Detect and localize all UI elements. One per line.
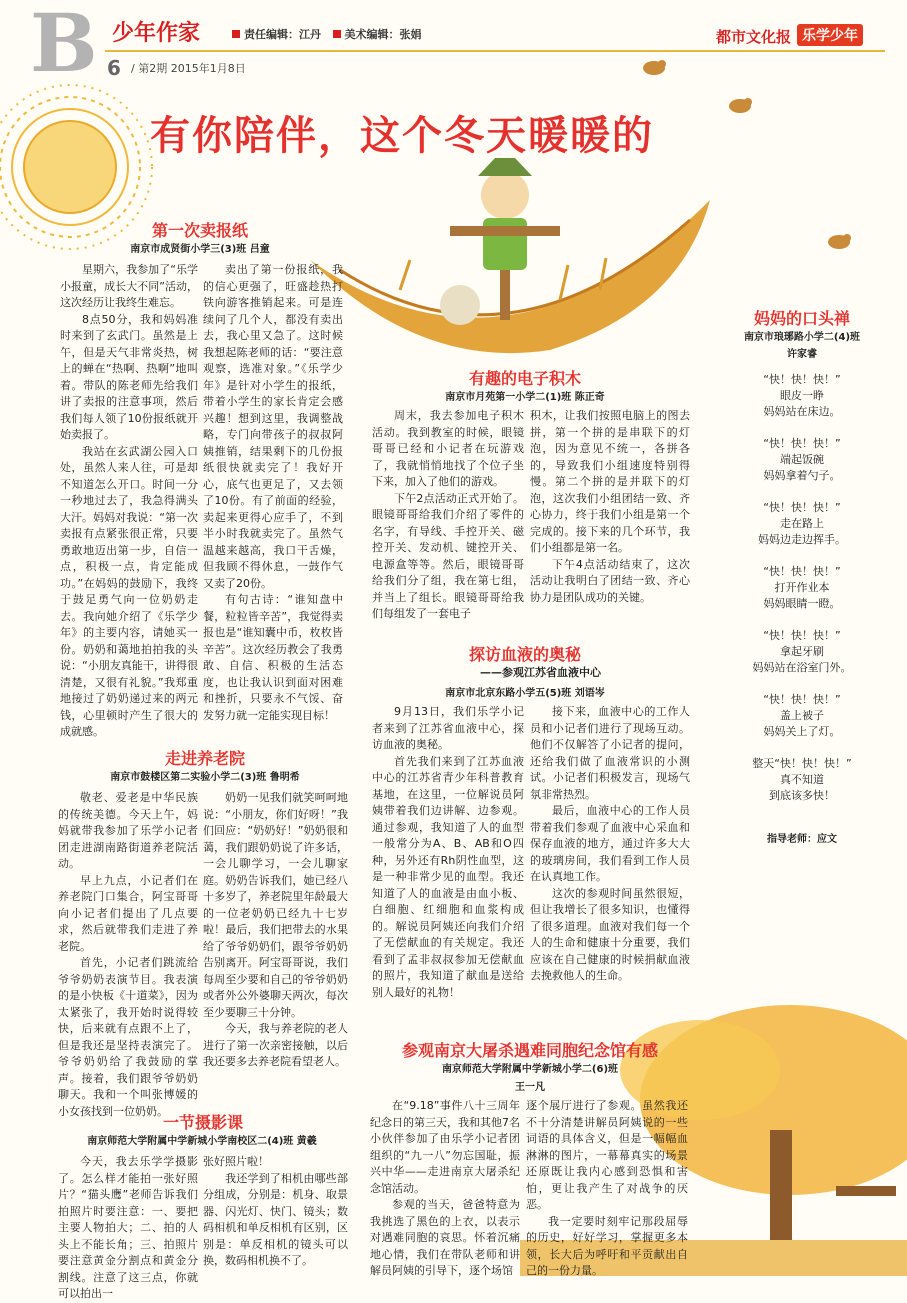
poem-line: 妈妈眼睛一瞪。 bbox=[763, 597, 841, 610]
article-body bbox=[58, 1154, 198, 1300]
article-body bbox=[203, 1154, 348, 1270]
bird-icon bbox=[640, 58, 668, 76]
article-body bbox=[372, 408, 524, 630]
article-title: 探访血液的奥秘 bbox=[468, 645, 581, 664]
poem-line: 走在路上 bbox=[780, 517, 824, 530]
paragraph: 今天，我与养老院的老人进行了第一次亲密接触，以后我还要多去养老院看望老人。 bbox=[203, 1022, 348, 1068]
article-byline: 南京市琅琊路小学二(4)班 bbox=[743, 332, 861, 343]
article-author: 王一凡 bbox=[515, 1082, 545, 1093]
paragraph: 早上九点，小记者们在养老院门口集合，阿宝哥哥向小记者们提出了几点要求，然后就带我们走进了养老院。 bbox=[58, 873, 198, 953]
poem-line: “快！快！快！” bbox=[763, 629, 841, 642]
article-author: 许家睿 bbox=[787, 349, 817, 360]
poem-line: 妈妈拿着勺子。 bbox=[763, 469, 841, 482]
issue-date: / 第2期 2015年1月8日 bbox=[131, 62, 246, 75]
paragraph: 有句古诗：“谁知盘中餐，粒粒皆辛苦”，我觉得卖报也是“谁知囊中币，枚枚皆辛苦”。这次经历教会了我勇敢、自信、积极的生活态度，也让我认识到面对困难和挫折，只要永不气馁、奋发努力就一定能实现目标！ bbox=[203, 593, 343, 722]
paragraph: 我一定要时刻牢记那段屈辱的历史，好好学习，掌握更多本领，长大后为呼吁和平贡献出自己的一份力量。 bbox=[526, 1214, 688, 1277]
poem-line: 妈妈站在床边。 bbox=[763, 405, 841, 418]
paragraph: 首先，小记者们跳流给爷爷奶奶表演节目。我表演的是小快板《十道菜》，因为太紧张了，我开始时说得较快，后来就有点跟不上了，但是我还是坚持表演完了。爷爷奶奶给了我鼓励的掌声。接着，我们跟爷爷奶奶聊天。我和一个叫张博媛的小女孩找到一位奶奶。 bbox=[58, 956, 198, 1118]
poem-stanza bbox=[712, 564, 892, 612]
editor-2: 美术编辑：张娟 bbox=[344, 28, 422, 41]
editor-1: 责任编辑：江丹 bbox=[244, 28, 321, 41]
article-byline: 南京师范大学附属中学新城小学南校区二(4)班 黄羲 bbox=[87, 1136, 317, 1147]
poem-line: 打开作业本 bbox=[774, 581, 830, 594]
poem-line: 端起饭碗 bbox=[780, 453, 824, 466]
article-title: 第一次卖报纸 bbox=[151, 221, 248, 240]
article-byline: 南京师范大学附属中学新城小学二(6)班 bbox=[441, 1064, 619, 1075]
article-body bbox=[60, 262, 198, 738]
poem-body bbox=[712, 372, 892, 820]
bird-icon bbox=[726, 96, 754, 114]
scarecrow-boat-illustration bbox=[300, 140, 720, 380]
article-title: 有趣的电子积木 bbox=[468, 369, 581, 388]
article-title: 走进养老院 bbox=[164, 749, 245, 768]
page-headline: 有你陪伴，这个冬天暖暖的 bbox=[150, 113, 654, 159]
article-body bbox=[203, 790, 348, 1090]
bird-icon bbox=[825, 232, 853, 250]
paragraph: 9月13日，我们乐学小记者来到了江苏省血液中心，探访血液的奥秘。 bbox=[372, 705, 524, 751]
poem-line: 妈妈站在浴室门外。 bbox=[752, 661, 852, 674]
article-title: 参观南京大屠杀遇难同胞纪念馆有感 bbox=[401, 1041, 658, 1060]
poem-line: 整天“快！快！快！” bbox=[752, 757, 852, 770]
paragraph: 这次的参观时间虽然很短，但让我增长了很多知识，也懂得了很多道理。血液对我们每一个人的生命和健康十分重要，我们应该在自己健康的时候捐献血液去挽救他人的生命。 bbox=[530, 886, 690, 982]
paragraph: 敬老、爱老是中华民族的传统美德。今天上午，妈妈就带我参加了乐学小记者团走进湖南路街道养老院活动。 bbox=[58, 791, 198, 870]
poem-stanza bbox=[712, 628, 892, 676]
page-number: 6 bbox=[107, 56, 121, 80]
poem-line: “快！快！快！” bbox=[763, 501, 841, 514]
article-body bbox=[372, 704, 524, 1018]
supplement-name: 乐学少年 bbox=[797, 24, 863, 46]
paragraph: 张好照片啦！ bbox=[203, 1155, 269, 1168]
paragraph: 今天，我去乐学学摄影了。怎么样才能拍一张好照片？“猫头鹰”老师告诉我们拍照片时要注意：一、要把主要人物拍大；二、拍的人头上不能长角；三、拍照片要注意黄金分割点和黄金分割线。注意了这三点，你就可以拍出一 bbox=[58, 1155, 198, 1300]
poem-line: “快！快！快！” bbox=[763, 565, 841, 578]
article-body bbox=[370, 1098, 520, 1277]
article-body bbox=[530, 704, 690, 1018]
paragraph: 首先我们来到了江苏血液中心的江苏省青少年科普教育基地，在这里，一位解说员阿姨带着我们边讲解、边参观。通过参观，我知道了人的血型一般常分为A、B、AB和O四种，另外还有Rh阴性血型，这是一种非常少见的血型。我还知道了人的血液是由血小板、白细胞、红细胞和血浆构成的。解说员阿姨还向我们介绍了无偿献血的有关规定。我还看到了孟非叔叔参加无偿献血的照片，我知道了献血是送给别人最好的礼物！ bbox=[372, 754, 524, 999]
paragraph: 奶奶一见我们就笑呵呵地说：“小朋友，你们好呀！”我们回应：“奶奶好！”奶奶很和蔼，我们跟奶奶说了许多话，一会儿聊学习，一会儿聊家庭。奶奶告诉我们，她已经八十多岁了，养老院里年龄最大的一位老奶奶已经九十七岁啦！最后，我们把带去的水果给了爷爷奶奶们，跟爷爷奶奶告别离开。阿宝哥哥说，我们每周至少要和自己的爷爷奶奶或者外公外婆聊天两次，每次至少要聊三十分钟。 bbox=[203, 791, 348, 1019]
teacher-credit: 指导老师：应文 bbox=[767, 834, 837, 845]
paragraph: 星期六，我参加了“乐学小报童，成长大不同”活动，这次经历让我终生难忘。 bbox=[60, 263, 198, 309]
square-bullet-icon bbox=[232, 30, 240, 38]
poem-stanza bbox=[712, 436, 892, 484]
poem-line: 盖上被子 bbox=[780, 709, 824, 722]
poem-line: 拿起牙刷 bbox=[780, 645, 824, 658]
section-name: 少年作家 bbox=[112, 21, 201, 46]
newspaper-name: 都市文化报 bbox=[716, 28, 792, 46]
poem-line: 妈妈边走边挥手。 bbox=[758, 533, 846, 546]
paragraph: 我站在玄武湖公园入口处，虽然人来人往，可是却不知道怎么开口。时间一分一秒地过去了，我急得满头大汗。妈妈对我说：“第一次卖报有点紧张很正常，只要勇敢地迈出第一步，自信一点，积极一点，肯定能成功。”在妈妈的鼓励下，我终于鼓足勇气向一位奶奶走去。我向她介绍了《乐学少年》的主要内容，请她买一份。奶奶和蔼地拍拍我的头说：“小朋友真能干，讲得很清楚，又很有礼貌。”我郑重地接过了奶奶递过来的两元钱，心里顿时产生了很大的成就感。 bbox=[60, 444, 198, 738]
article-byline: 南京市成贤街小学三(3)班 吕童 bbox=[130, 244, 270, 255]
poem-line: 真不知道 bbox=[780, 773, 824, 786]
paragraph: 卖出了第一份报纸，我的信心更强了，旺盛趁热打铁向游客推销起来。可是连续问了几个人，都没有卖出去，我心里又急了。这时候我想起陈老师的话：“要注意观察，选准对象。”《乐学少年》是针对小学生的报纸，带着小学生的家长肯定会感兴趣！想到这里，我调整战略，专门向带孩子的叔叔阿姨推销，结果剩下的几份报纸很快就卖完了！我好开心，底气也更足了，又去领了10份。有了前面的经验，卖起来更得心应手了，不到半小时我就卖完了。虽然气温越来越高，我口干舌燥，但我顾不得休息，一鼓作气又卖了20份。 bbox=[203, 263, 343, 590]
poem-line: 眼皮一睁 bbox=[780, 389, 824, 402]
paragraph: 下午2点活动正式开始了。眼镜哥哥给我们介绍了零件的名字，有导线、手控开关、磁控开关、发动机、键控开关、电源盒等等。然后，眼镜哥哥给我们分了组，我在第七组，并当上了组长。眼镜哥哥给我们每组发了一套电子 bbox=[372, 491, 524, 620]
article-body bbox=[526, 1098, 688, 1277]
poem-line: 妈妈关上了灯。 bbox=[763, 725, 841, 738]
paragraph: 下午4点活动结束了，这次活动让我明白了团结一致、齐心协力是团队成功的关键。 bbox=[530, 557, 690, 604]
article-title: 一节摄影课 bbox=[162, 1113, 243, 1132]
editors-line bbox=[232, 26, 422, 42]
paragraph: 周末，我去参加电子积木活动。我到教室的时候，眼镜哥哥已经和小记者在玩游戏了，我就悄悄地找了个位子坐下来，加入了他们的游戏。 bbox=[372, 409, 524, 488]
article-body bbox=[530, 408, 690, 630]
poem-line: “快！快！快！” bbox=[763, 693, 841, 706]
paragraph: 8点50分，我和妈妈准时来到了玄武门。虽然是上午，但是天气非常炎热，树上的蝉在“热啊、热啊”地叫着。带队的陈老师先给我们讲了卖报的注意事项，然后我们每人领了10份报纸就开始卖报了。 bbox=[60, 312, 198, 441]
article-byline: 南京市鼓楼区第二实验小学二(3)班 鲁明希 bbox=[110, 772, 300, 783]
article-body bbox=[58, 790, 198, 1118]
paragraph: 在“9.18”事件八十三周年纪念日的第三天，我和其他7名小伙伴参加了由乐学小记者团组织的“九一八”勿忘国耻，振兴中华——走进南京大屠杀纪念馆活动。 bbox=[370, 1099, 520, 1195]
section-letter: B bbox=[30, 0, 98, 90]
paragraph: 我还学到了相机由哪些部分组成，分别是：机身、取景器、闪光灯、快门、镜头；数码相机和单反相机有区别，区别是：单反相机的镜头可以换，数码相机换不了。 bbox=[203, 1171, 348, 1267]
poem-stanza bbox=[712, 372, 892, 420]
paragraph: 逐个展厅进行了参观。虽然我还不十分清楚讲解员阿姨说的一些词语的具体含义，但是一幅幅血淋淋的图片，一幕幕真实的场景还原既让我内心感到恐惧和害怕，更让我产生了对战争的厌恶。 bbox=[526, 1099, 688, 1211]
poem-stanza bbox=[712, 692, 892, 740]
paragraph: 接下来，血液中心的工作人员和小记者们进行了现场互动。他们不仅解答了小记者的提问，还给我们做了血液常识的小测试。小记者们积极发言，现场气氛非常热烈。 bbox=[530, 705, 690, 801]
poem-line: “快！快！快！” bbox=[763, 437, 841, 450]
masthead-rule bbox=[105, 50, 885, 52]
article-title: 妈妈的口头禅 bbox=[753, 309, 850, 328]
poem-line: “快！快！快！” bbox=[763, 373, 841, 386]
poem-line: 到底该多快！ bbox=[769, 789, 835, 802]
poem-stanza bbox=[712, 756, 892, 804]
paragraph: 最后，血液中心的工作人员带着我们参观了血液中心采血和保存血液的地方，通过许多大大的玻璃房间，我们看到工作人员在认真地工作。 bbox=[530, 804, 690, 883]
poem-stanza bbox=[712, 500, 892, 548]
article-byline: 南京市北京东路小学五(5)班 刘语岑 bbox=[445, 688, 605, 699]
article-byline: 南京市月苑第一小学二(1)班 陈正奇 bbox=[445, 392, 605, 403]
article-subtitle: ——参观江苏省血液中心 bbox=[480, 666, 601, 679]
article-body bbox=[203, 262, 343, 724]
square-bullet-icon bbox=[333, 30, 341, 38]
paragraph: 参观的当天，爸爸特意为我挑选了黑色的上衣，以表示对遇难同胞的哀思。怀着沉痛地心情，我们在带队老师和讲解员阿姨的引导下，逐个场馆 bbox=[370, 1198, 520, 1277]
paragraph: 积木，让我们按照电脑上的图去拼，第一个拼的是串联下的灯泡，因为意见不统一，各拼各的，导致我们小组速度特别得慢。第二个拼的是并联下的灯泡，这次我们小组团结一致、齐心协力，终于我们小组是第一个完成的。接下来的几个环节，我们小组都是第一名。 bbox=[530, 409, 690, 554]
